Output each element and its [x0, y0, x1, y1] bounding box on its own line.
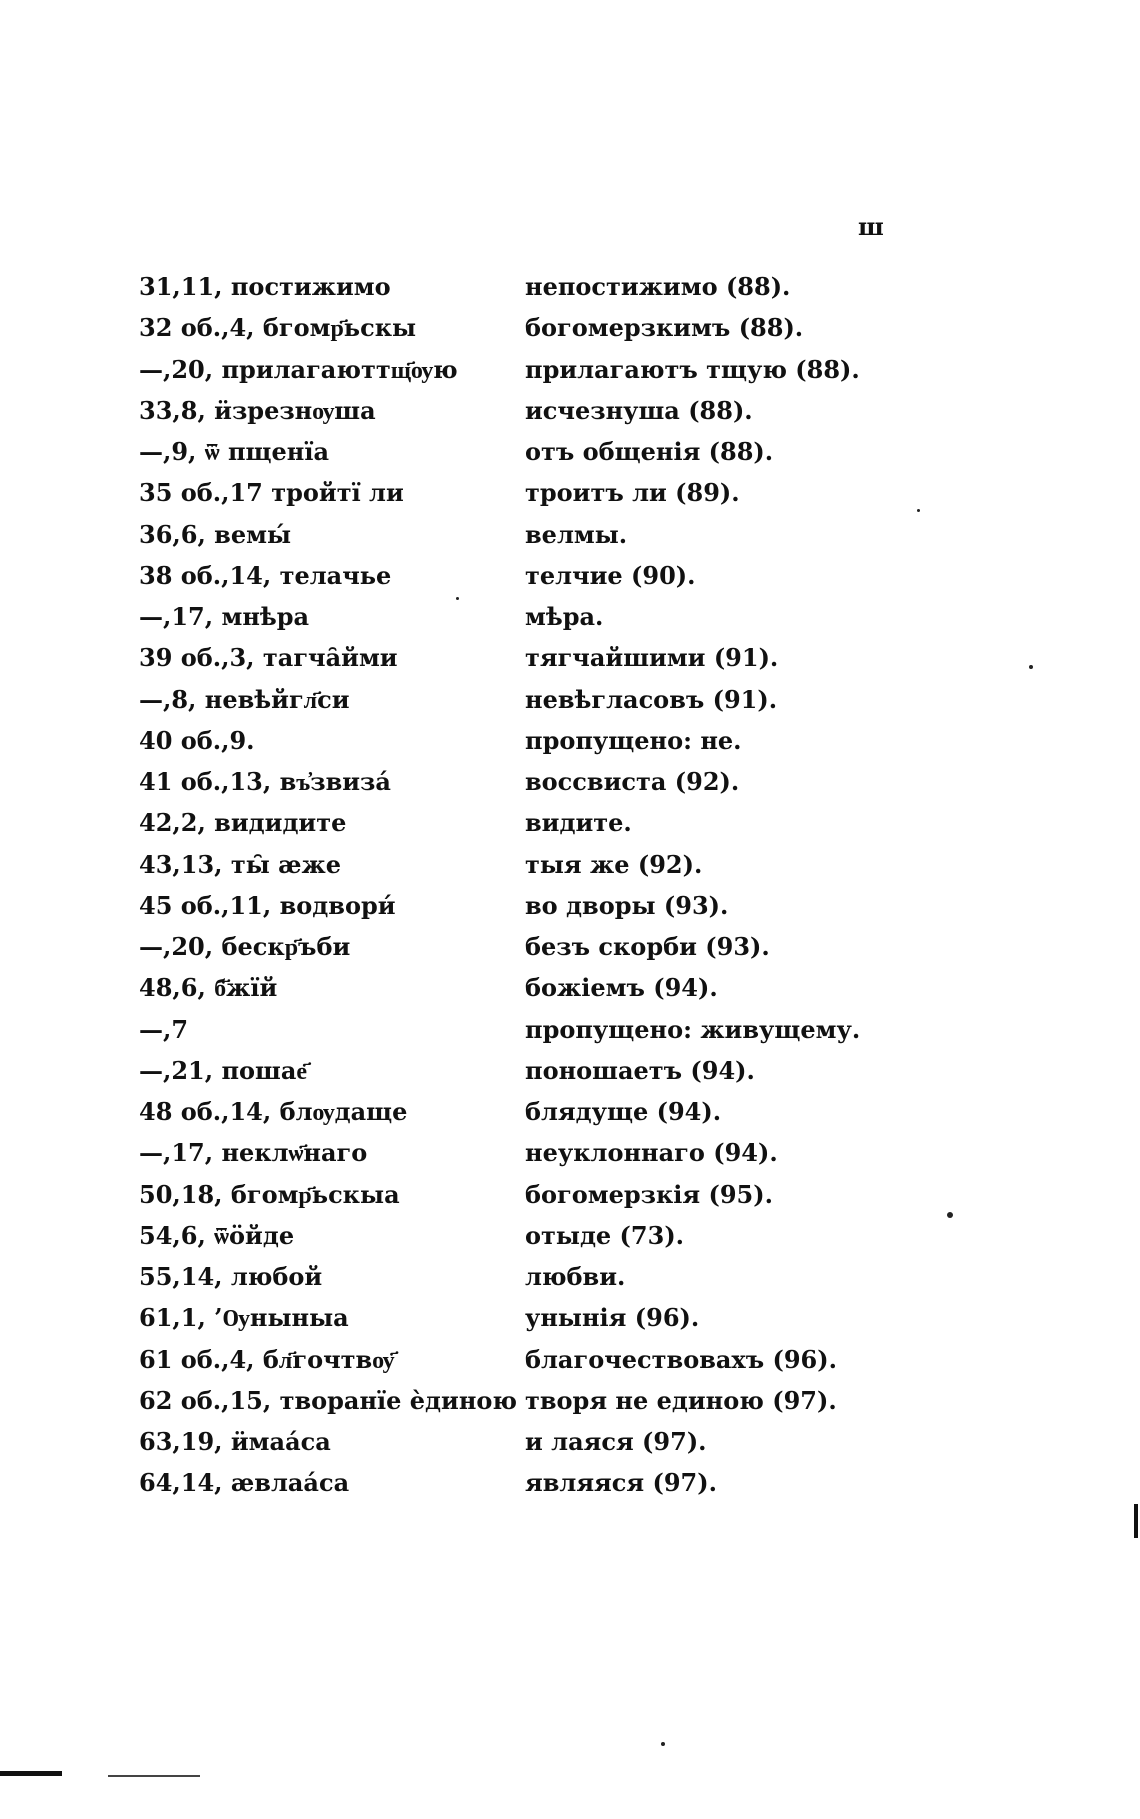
errata-correction: богомерзкія (95).	[525, 1179, 773, 1209]
errata-correction: велмы.	[525, 519, 628, 549]
scan-edge-mark	[1134, 1504, 1138, 1538]
errata-correction: и лаяся (97).	[525, 1427, 707, 1456]
errata-location: —,20, прилагаюттщ҃ѹю	[139, 354, 458, 384]
errata-row	[139, 844, 1039, 885]
errata-correction: непостижимо (88).	[525, 272, 791, 301]
errata-row	[139, 1050, 1039, 1091]
errata-correction: отыде (73).	[525, 1220, 685, 1250]
errata-correction: безъ скорби (93).	[525, 932, 770, 961]
errata-correction: тыя же (92).	[525, 849, 703, 879]
errata-location: 32 об.,4, бгомр҃ьскы	[139, 313, 417, 343]
errata-correction: отъ общенія (88).	[525, 437, 774, 466]
page-number: ш	[858, 212, 884, 241]
errata-correction: воссвиста (92).	[525, 767, 740, 796]
errata-row	[139, 1462, 1039, 1503]
errata-correction: прилагаютъ тщую (88).	[525, 354, 860, 384]
errata-location: 38 об.,14, телачье	[139, 560, 392, 590]
errata-correction: телчие (90).	[525, 560, 696, 590]
errata-location: —,17, неклѡ҃наго	[139, 1138, 368, 1168]
errata-location: —,21, пошае҃	[139, 1055, 308, 1085]
errata-row	[139, 1174, 1039, 1215]
scan-speck	[947, 1212, 953, 1218]
errata-row	[139, 679, 1039, 720]
errata-location: —,17, мнѣра	[139, 602, 310, 631]
errata-location: 48 об.,14, блѹдаще	[139, 1097, 408, 1126]
errata-correction: исчезнуша (88).	[525, 395, 753, 425]
errata-row	[139, 1421, 1039, 1462]
errata-correction: любви.	[525, 1262, 626, 1291]
errata-correction: неуклоннаго (94).	[525, 1138, 778, 1168]
errata-row	[139, 1256, 1039, 1297]
errata-correction: пропущено: не.	[525, 725, 742, 755]
errata-correction: унынія (96).	[525, 1303, 700, 1333]
errata-correction: видите.	[525, 808, 632, 838]
errata-location: —,20, бескр҃ъби	[139, 932, 351, 961]
scan-speck	[456, 597, 459, 600]
errata-row	[139, 555, 1039, 596]
errata-row	[139, 266, 1039, 307]
scan-speck	[661, 1742, 665, 1746]
errata-row	[139, 637, 1039, 678]
errata-correction: невѣгласовъ (91).	[525, 684, 778, 714]
errata-correction: творя не единою (97).	[525, 1385, 837, 1415]
errata-location: —,8, невѣйгл҃си	[139, 684, 350, 714]
errata-location: 31,11, постижимо	[139, 272, 391, 301]
errata-row	[139, 1009, 1039, 1050]
errata-row	[139, 926, 1039, 967]
errata-row	[139, 307, 1039, 348]
errata-row	[139, 1339, 1039, 1380]
scan-speck	[1029, 665, 1033, 669]
errata-correction: божіемъ (94).	[525, 973, 718, 1003]
errata-location: 33,8, ӥзрезнѹша	[139, 395, 376, 425]
errata-location: 48,6, б҃жїй	[139, 973, 278, 1003]
errata-correction: богомерзкимъ (88).	[525, 313, 804, 343]
errata-location: 36,6, вемы́	[139, 519, 292, 549]
errata-row	[139, 1132, 1039, 1173]
errata-row	[139, 1380, 1039, 1421]
errata-location: 63,19, ӥмаа́са	[139, 1427, 331, 1456]
errata-row	[139, 1297, 1039, 1338]
errata-correction: пропущено: живущему.	[525, 1014, 861, 1044]
errata-correction: благочествовахъ (96).	[525, 1344, 837, 1374]
errata-location: —,9, ѿ пщенїа	[139, 437, 330, 466]
errata-row	[139, 349, 1039, 390]
errata-location: 61 об.,4, бл҃гочтвѹ҃	[139, 1344, 395, 1374]
errata-row	[139, 761, 1039, 802]
errata-row	[139, 720, 1039, 761]
errata-row	[139, 596, 1039, 637]
errata-location: —,7	[139, 1014, 189, 1044]
errata-location: 54,6, ѿӧйде	[139, 1220, 295, 1250]
errata-location: 50,18, бгомр҃ьскыа	[139, 1179, 400, 1209]
errata-location: 61,1, ’Ѹныныа	[139, 1303, 349, 1333]
errata-row	[139, 885, 1039, 926]
errata-location: 41 об.,13, въ҆звиза́	[139, 767, 391, 796]
errata-row	[139, 514, 1039, 555]
errata-correction: тягчайшими (91).	[525, 643, 779, 673]
errata-location: 43,13, ты̑ ӕже	[139, 849, 342, 879]
scan-edge-rule	[108, 1775, 200, 1777]
scan-speck	[917, 509, 920, 512]
errata-row	[139, 1215, 1039, 1256]
errata-row	[139, 802, 1039, 843]
errata-correction: во дворы (93).	[525, 890, 729, 920]
errata-location: 45 об.,11, водвори́	[139, 890, 396, 920]
errata-correction: мѣра.	[525, 602, 604, 631]
errata-row	[139, 390, 1039, 431]
errata-row	[139, 1091, 1039, 1132]
errata-location: 62 об.,15, творанїе ѐдиною	[139, 1385, 518, 1415]
errata-location: 35 об.,17 тройтї ли	[139, 478, 404, 508]
errata-correction: поношаетъ (94).	[525, 1055, 755, 1085]
errata-location: 39 об.,3, тагча̑йми	[139, 643, 398, 673]
errata-correction: троитъ ли (89).	[525, 478, 740, 508]
errata-row	[139, 967, 1039, 1008]
errata-correction: являяся (97).	[525, 1468, 717, 1498]
errata-list	[139, 266, 1039, 1504]
scan-edge-rule	[0, 1771, 62, 1776]
errata-row	[139, 431, 1039, 472]
errata-location: 40 об.,9.	[139, 725, 255, 755]
errata-row	[139, 472, 1039, 513]
errata-correction: блядуще (94).	[525, 1097, 722, 1126]
errata-location: 42,2, видидите	[139, 808, 347, 838]
errata-location: 64,14, ӕвлаа́са	[139, 1468, 350, 1498]
errata-location: 55,14, любой	[139, 1262, 323, 1291]
